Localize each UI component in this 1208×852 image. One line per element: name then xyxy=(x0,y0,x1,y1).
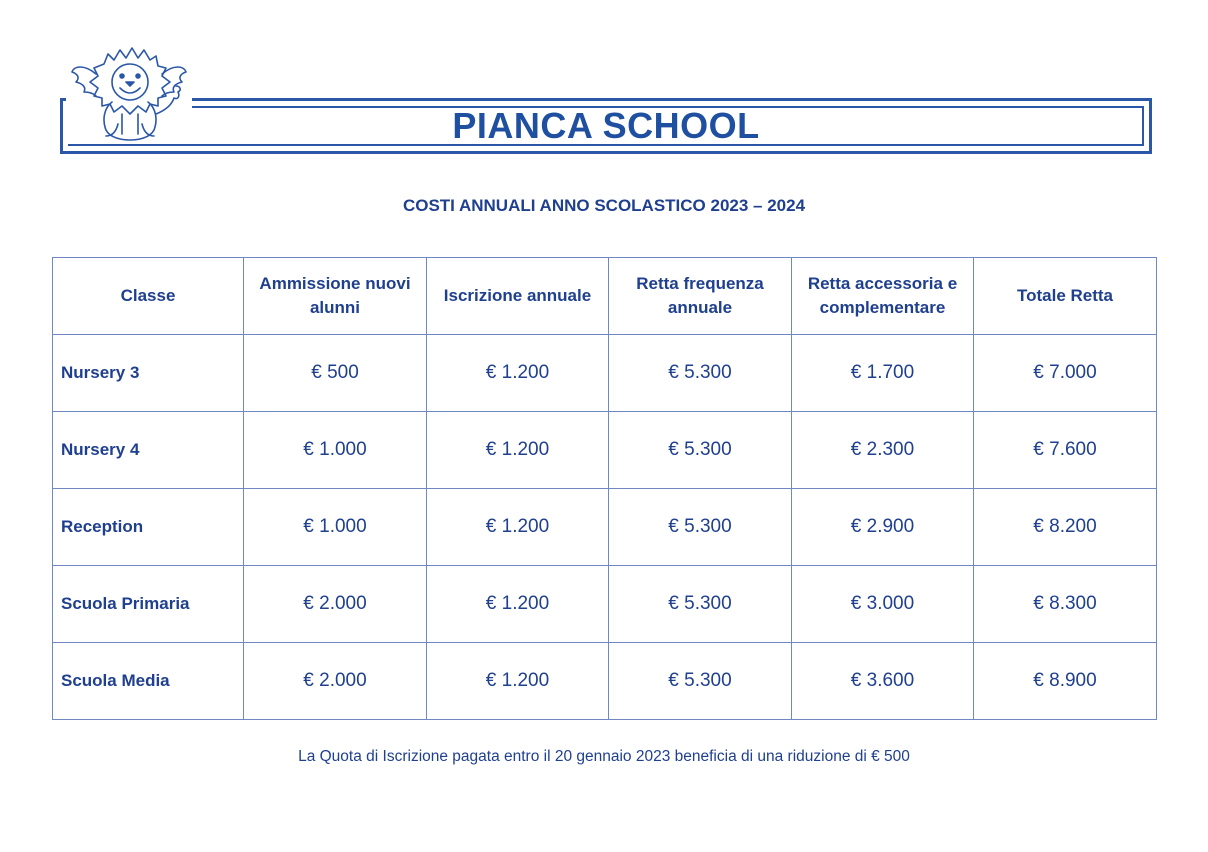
table-cell: € 500 xyxy=(244,335,427,412)
table-cell: € 5.300 xyxy=(609,412,792,489)
table-cell: € 8.200 xyxy=(974,489,1157,566)
fees-table xyxy=(52,257,1157,720)
discount-note: La Quota di Iscrizione pagata entro il 20 gennaio 2023 beneficia di una riduzione di € 500 xyxy=(298,748,910,765)
school-name: PIANCA SCHOOL xyxy=(452,105,760,146)
row-label: Reception xyxy=(53,489,244,566)
table-cell: € 2.300 xyxy=(792,412,974,489)
table-cell: € 5.300 xyxy=(609,566,792,643)
table-cell: € 1.000 xyxy=(244,489,427,566)
table-cell: € 1.000 xyxy=(244,412,427,489)
table-header-row xyxy=(53,258,1157,335)
table-cell: € 7.600 xyxy=(974,412,1157,489)
row-label: Nursery 3 xyxy=(53,335,244,412)
column-header-totale-retta: Totale Retta xyxy=(974,258,1157,335)
table-row xyxy=(53,566,1157,643)
table-cell: € 2.000 xyxy=(244,643,427,720)
column-header-retta-frequenza: Retta frequenza annuale xyxy=(609,258,792,335)
table-cell: € 7.000 xyxy=(974,335,1157,412)
table-cell: € 3.600 xyxy=(792,643,974,720)
table-cell: € 3.000 xyxy=(792,566,974,643)
table-cell: € 1.200 xyxy=(427,489,609,566)
row-label: Scuola Primaria xyxy=(53,566,244,643)
table-row xyxy=(53,335,1157,412)
column-header-retta-accessoria: Retta accessoria e complementare xyxy=(792,258,974,335)
column-header-ammissione: Ammissione nuovi alunni xyxy=(244,258,427,335)
table-cell: € 1.200 xyxy=(427,412,609,489)
table-cell: € 1.200 xyxy=(427,643,609,720)
lion-mascot-logo xyxy=(66,44,192,144)
row-label: Scuola Media xyxy=(53,643,244,720)
table-cell: € 5.300 xyxy=(609,643,792,720)
table-cell: € 1.200 xyxy=(427,566,609,643)
table-cell: € 2.900 xyxy=(792,489,974,566)
table-row xyxy=(53,412,1157,489)
table-cell: € 8.300 xyxy=(974,566,1157,643)
column-header-iscrizione: Iscrizione annuale xyxy=(427,258,609,335)
table-cell: € 5.300 xyxy=(609,489,792,566)
table-row xyxy=(53,643,1157,720)
table-cell: € 1.700 xyxy=(792,335,974,412)
table-cell: € 5.300 xyxy=(609,335,792,412)
table-cell: € 2.000 xyxy=(244,566,427,643)
page-title: COSTI ANNUALI ANNO SCOLASTICO 2023 – 2024 xyxy=(402,196,806,215)
table-cell: € 8.900 xyxy=(974,643,1157,720)
column-header-classe: Classe xyxy=(53,258,244,335)
row-label: Nursery 4 xyxy=(53,412,244,489)
table-row xyxy=(53,489,1157,566)
table-cell: € 1.200 xyxy=(427,335,609,412)
